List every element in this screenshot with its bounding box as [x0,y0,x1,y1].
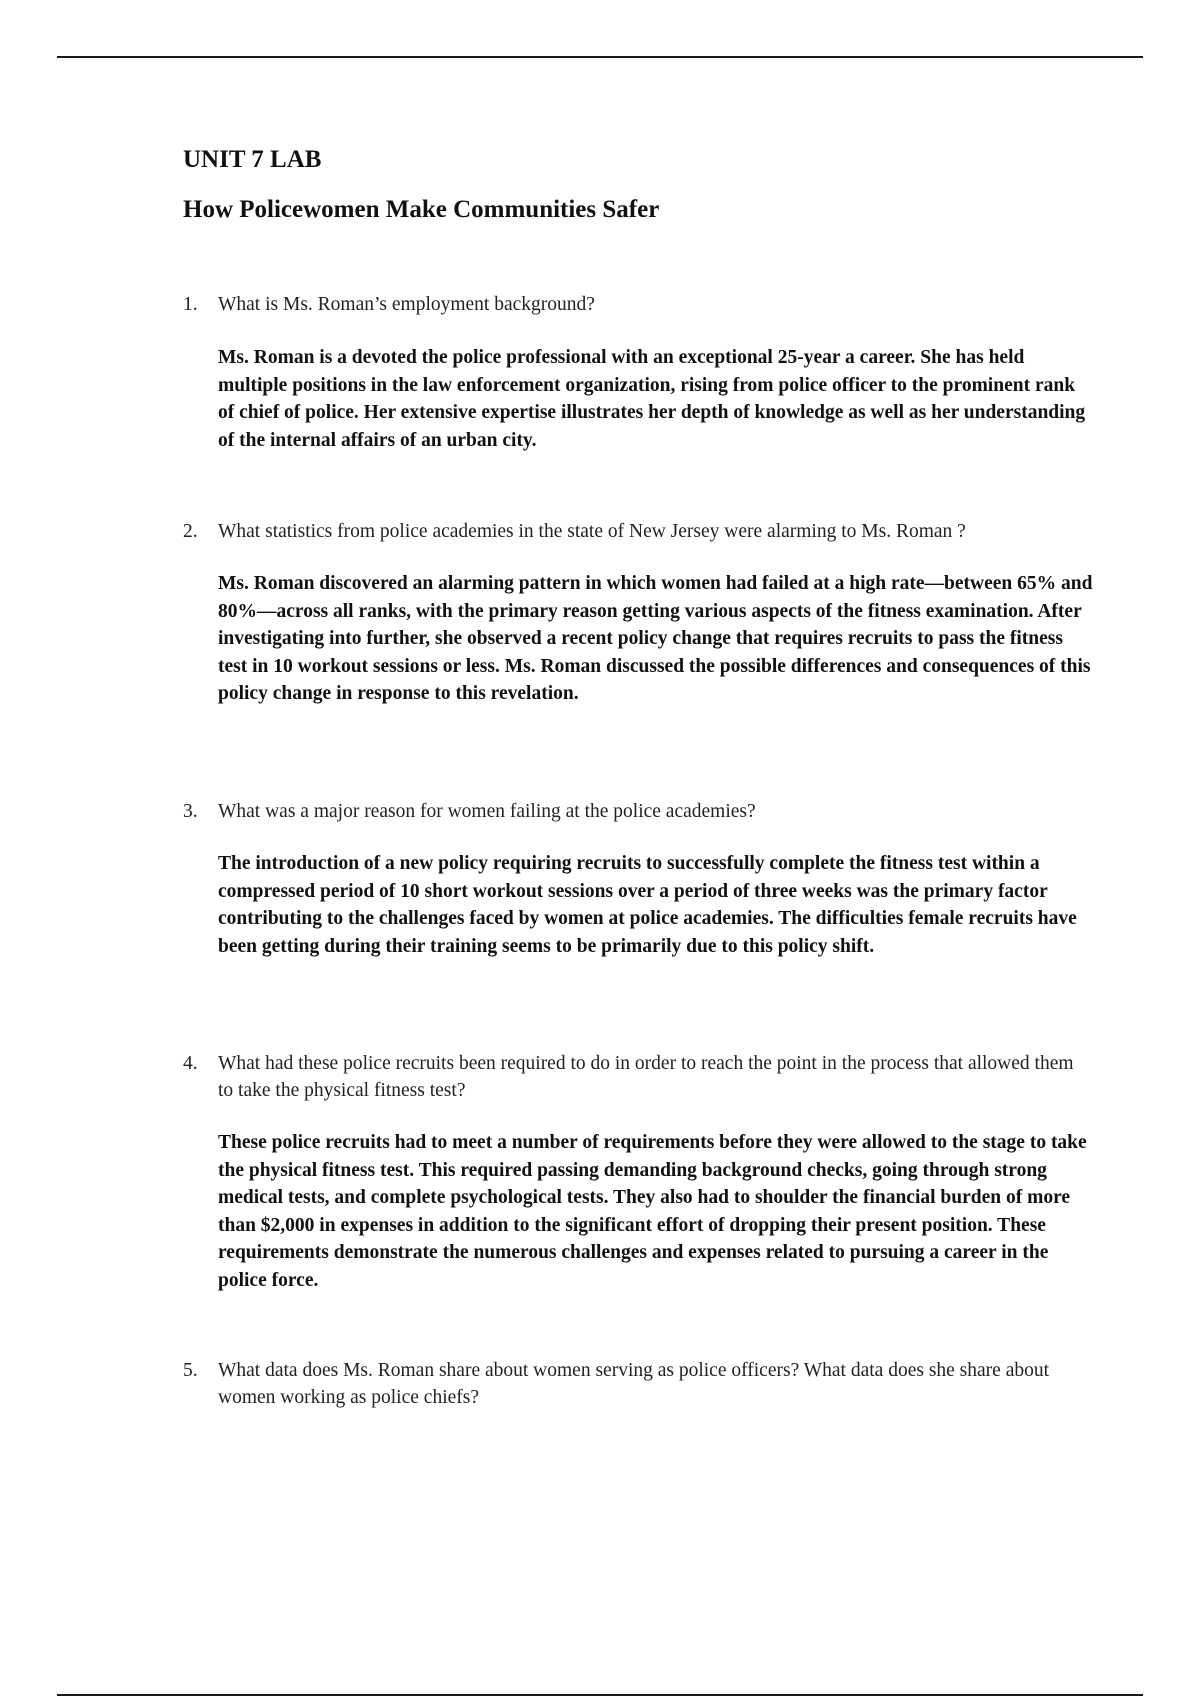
answer-text: Ms. Roman discovered an alarming pattern in which women had failed at a high rate—between 65% and 80%—across all ranks, with the primary reason getting various aspects of the fitness examination. After investigating into further, she observed a recent policy change that requires recruits to pass the fitness test in 10 workout sessions or less. Ms. Roman discussed the possible differences and consequences of this policy change in response to this revelation. [218,573,1093,704]
question-prompt: What is Ms. Roman’s employment background? [218,294,595,315]
document-title: How Policewomen Make Communities Safer [183,196,660,223]
question-item-3 [183,798,1093,960]
question-prompt: What was a major reason for women failing at the police academies? [218,801,756,822]
question-number: 3. [183,801,198,822]
answer-text: Ms. Roman is a devoted the police professional with an exceptional 25-year a career. She has held multiple positions in the law enforcement organization, rising from police officer to the prominent rank of chief of police. Her extensive expertise illustrates her depth of knowledge as well as her understanding of the internal affairs of an urban city. [218,347,1086,451]
question-item-1 [183,291,1093,454]
question-prompt: What data does Ms. Roman share about women serving as police officers? What data does she share about women working as police chiefs? [218,1360,1050,1408]
question-prompt: What had these police recruits been required to do in order to reach the point in the process that allowed them to take the physical fitness test? [218,1053,1074,1101]
answer-text: These police recruits had to meet a number of requirements before they were allowed to the stage to take the physical fitness test. This required passing demanding background checks, going through strong medical tests, and complete psychological tests. They also had to shoulder the financial burden of more than $2,000 in expenses in addition to the significant effort of dropping their present position. These requirements demonstrate the numerous challenges and expenses related to pursuing a career in the police force. [218,1132,1087,1291]
question-text [183,798,1093,825]
question-text [183,518,1093,545]
header-rule [57,56,1143,58]
question-item-2 [183,518,1093,708]
unit-label: UNIT 7 LAB [183,146,322,173]
answer-text: The introduction of a new policy requiring recruits to successfully complete the fitness test within a compressed period of 10 short workout sessions over a period of three weeks was the primary factor contributing to the challenges faced by women at police academies. The difficulties female recruits have been getting during their training seems to be primarily due to this policy shift. [218,853,1077,957]
footer-rule [57,1694,1143,1696]
question-text [183,291,1093,318]
question-number: 2. [183,521,198,542]
question-number: 1. [183,294,198,315]
document-body [183,144,1093,226]
question-text [183,1357,1093,1411]
question-item-5 [183,1357,1093,1436]
question-item-4 [183,1050,1093,1294]
question-number: 5. [183,1360,198,1381]
question-prompt: What statistics from police academies in the state of New Jersey were alarming to Ms. Roman ? [218,521,966,542]
question-number: 4. [183,1053,198,1074]
question-text [183,1050,1093,1104]
